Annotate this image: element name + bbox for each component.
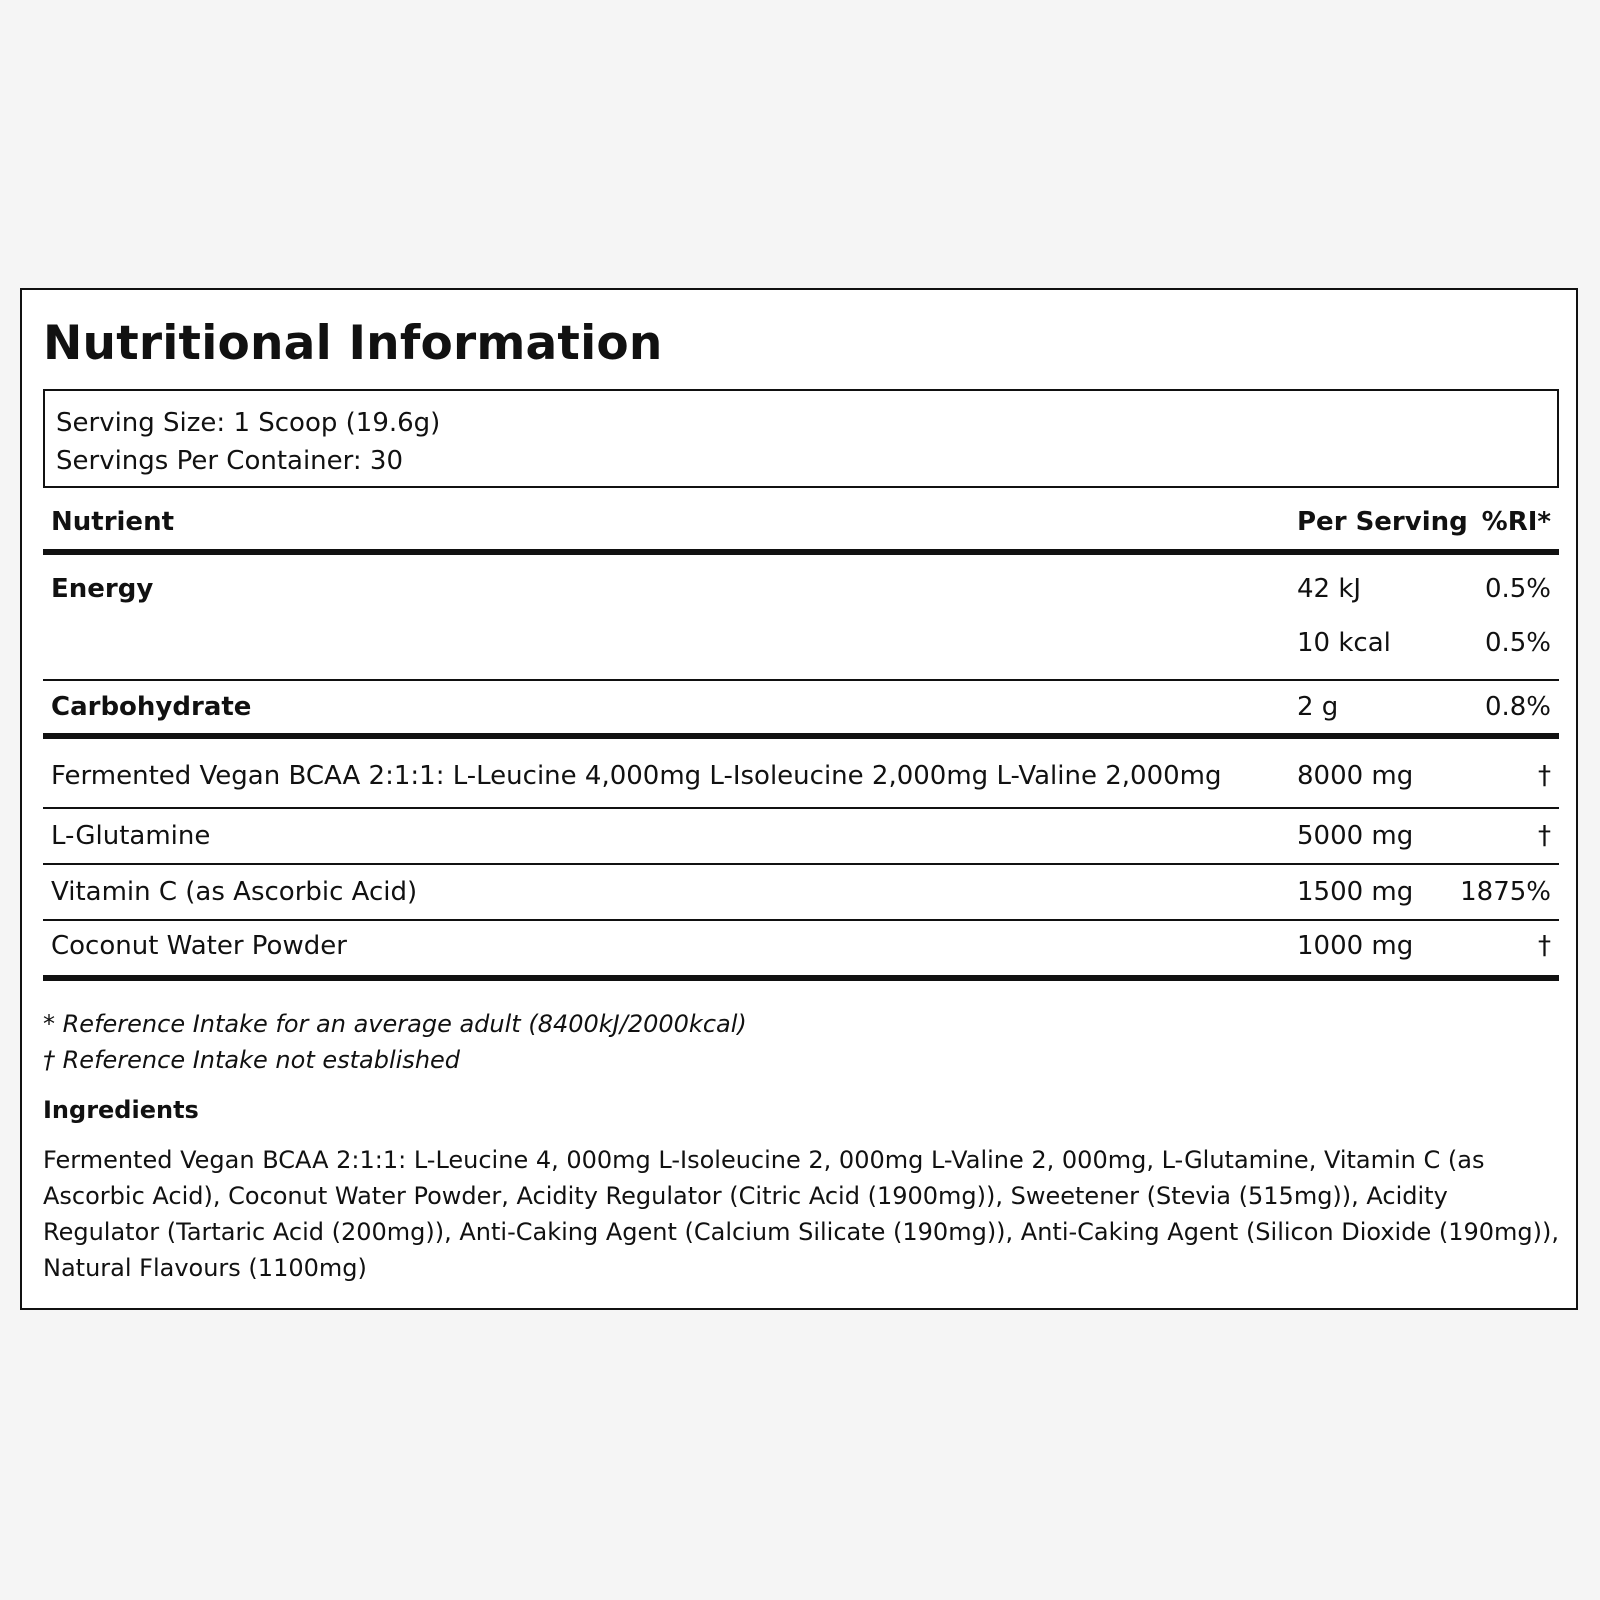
ingredient-ri: †: [1538, 821, 1551, 851]
nutrition-panel: [20, 288, 1578, 1310]
energy-label: Energy: [51, 574, 154, 604]
table-row: [43, 865, 1559, 921]
page-title: Nutritional Information: [43, 316, 663, 371]
ingredient-ri: †: [1538, 761, 1551, 791]
ingredient-name: Fermented Vegan BCAA 2:1:1: L-Leucine 4,000mg L-Isoleucine 2,000mg L-Valine 2,000mg: [51, 761, 1222, 791]
ingredient-ri: †: [1538, 931, 1551, 961]
table-row: [43, 809, 1559, 865]
table-row: [43, 739, 1559, 809]
energy-kj-ri: 0.5%: [1484, 574, 1551, 604]
nutrition-table: [43, 495, 1559, 981]
ingredient-amount: 5000 mg: [1297, 821, 1414, 851]
ingredient-name: Vitamin C (as Ascorbic Acid): [51, 877, 418, 907]
table-header: [43, 495, 1559, 555]
carbohydrate-amount: 2 g: [1297, 692, 1339, 722]
serving-size: Serving Size: 1 Scoop (19.6g): [56, 408, 441, 438]
ingredient-amount: 1500 mg: [1297, 877, 1414, 907]
servings-per-container: Servings Per Container: 30: [56, 446, 404, 476]
table-row-energy: [43, 555, 1559, 681]
ingredients-text: Fermented Vegan BCAA 2:1:1: L-Leucine 4, 000mg L-Isoleucine 2, 000mg L-Valine 2, 000mg, L-Glutamine, Vitamin C (as Ascorbic Acid), Coconut Water Powder, Acidity Regulator (Citric Acid (1900mg)), Sweetener (Stevia (515mg)), Acidity Regulator (Tartaric Acid (200mg)), Anti-Caking Agent (Calcium Silicate (190mg)), Anti-Caking Agent (Silicon Dioxide (190mg)), Natural Flavours (1100mg): [43, 1146, 1559, 1282]
header-nutrient: Nutrient: [51, 507, 175, 537]
table-row: [43, 921, 1559, 981]
ingredient-name: Coconut Water Powder: [51, 931, 347, 961]
footnote-not-established: † Reference Intake not established: [43, 1046, 461, 1074]
energy-kcal-ri: 0.5%: [1484, 628, 1551, 658]
ingredient-name: L-Glutamine: [51, 821, 211, 851]
ingredients-title: Ingredients: [43, 1096, 199, 1124]
energy-kcal: 10 kcal: [1297, 628, 1391, 658]
table-row-carbohydrate: [43, 681, 1559, 739]
energy-kj: 42 kJ: [1297, 574, 1362, 604]
ingredient-amount: 1000 mg: [1297, 931, 1414, 961]
footnotes: [43, 1006, 747, 1078]
serving-box: [43, 389, 1559, 488]
header-per-serving: Per Serving: [1297, 507, 1468, 537]
carbohydrate-ri: 0.8%: [1484, 692, 1551, 722]
footnote-ri: * Reference Intake for an average adult (8400kJ/2000kcal): [43, 1010, 747, 1038]
ingredient-amount: 8000 mg: [1297, 761, 1414, 791]
header-ri: %RI*: [1481, 507, 1551, 537]
carbohydrate-label: Carbohydrate: [51, 692, 252, 722]
ingredient-ri: 1875%: [1460, 877, 1551, 907]
